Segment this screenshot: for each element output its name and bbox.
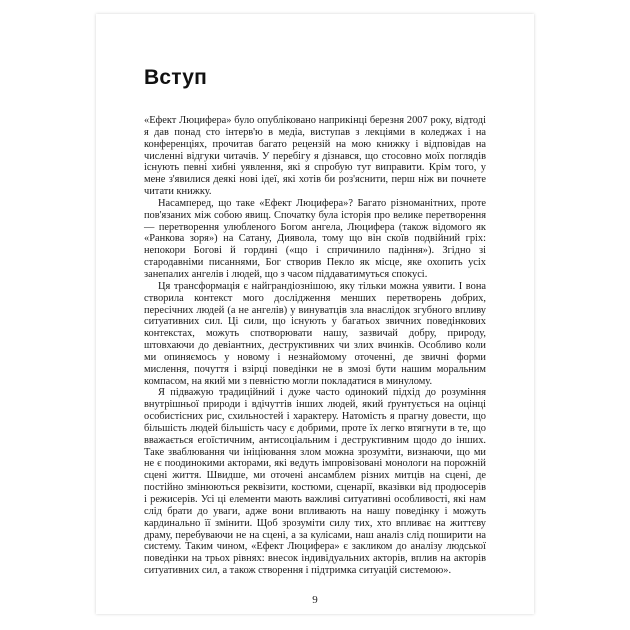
- book-page: [96, 14, 534, 614]
- page-number: 9: [312, 594, 318, 606]
- paragraph: Ця трансформація є найграндіознішою, яку тільки можна уявити. І вона створила контекст мого дослідження менших перетворень добрих, пересічних людей (а не ангелів) у винуватців зла внаслідок згубного впливу ситуативних сил. Ці сили, що існують у багатьох звичних поведінкових контекстах, можуть спотворювати нашу, зазвичай добру, природу, штовхаючи до девіантних, деструктивних чи злих вчинків. Особливо коли ми опиняємось у новому і незнайомому оточенні, де звичні форми мислення, почуття і взірці поведінки не в змозі бути нашим моральним компасом, на який ми з певністю могли покладатися в минулому.: [144, 280, 486, 387]
- body-text: [144, 115, 486, 577]
- paragraph: Насамперед, що таке «Ефект Люцифера»? Багато різноманітних, проте пов'язаних між собою явищ. Спочатку була історія про велике перетворення — перетворення улюбленого Богом ангела, Люцифера (також відомого як «Ранкова зоря») на Сатану, Диявола, тому що він скоїв подвійний гріх: непокори Богові й гордині («що і спричинило падіння»). Згідно зі стародавніми писаннями, Бог створив Пекло як місце, яке охопить усіх занепалих ангелів і людей, що з часом піддаватимуться спокусі.: [144, 197, 486, 280]
- paragraph: Я підважую традиційний і дуже часто одинокий підхід до розуміння внутрішньої природи і вдічуттів інших людей, який ґрунтується на оцінці особистісних рис, схильностей і характеру. Натомість я прагну довести, що більшість людей більшість часу є добрими, проте їх легко втягнути в те, що вважається егоїстичним, антисоціальним і деструктивним щодо до інших. Таке зваблювання чи ініціювання злом можна зрозуміти, визнаючи, що ми не є поодинокими акторами, які ведуть імпровізовані монологи на порожній сцені життя. Швидше, ми оточені ансамблем різних митців на сцені, де постійно змінюються реквізити, костюми, сценарії, вказівки від продюсерів і режисерів. Усі ці елементи мають важливі ситуативні особливості, які нам слід брати до уваги, адже вони впливають на нашу поведінку і можуть кардинально її змінити. Щоб зрозуміти силу тих, хто впливає на життєву драму, перебуваючи не на сцені, а за кулісами, наш аналіз слід поширити на систему. Таким чином, «Ефект Люцифера» є закликом до аналізу людської поведінки на трьох рівнях: внесок індивідуальних акторів, вплив на акторів ситуативних сил, а також створення і підтримка ситуацій системою».: [144, 387, 486, 577]
- chapter-heading: Вступ: [144, 66, 208, 89]
- paragraph: «Ефект Люцифера» було опубліковано наприкінці березня 2007 року, відтоді я дав понад сто інтерв'ю в медіа, виступав з лекціями в коледжах і на конференціях, прочитав багато рецензій на мою книжку і відповідав на численні відгуки читачів. У перебігу я дізнався, що стосовно моїх поглядів існують певні хибні уявлення, які я спробую тут виправити. Крім того, у мене з'явилися деякі нові ідеї, які хотів би роз'яснити, перш ніж ви почнете читати книжку.: [144, 115, 486, 198]
